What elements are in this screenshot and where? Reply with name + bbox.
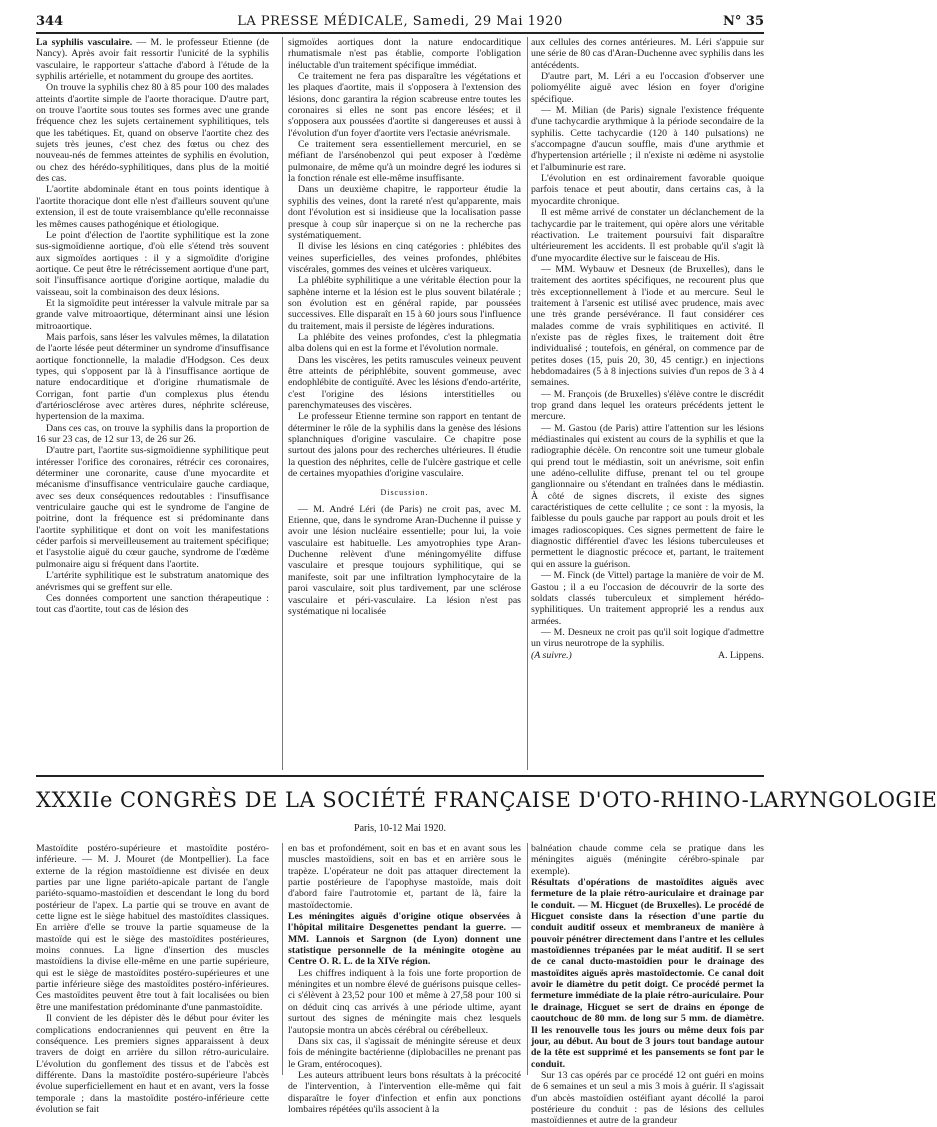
column-divider bbox=[527, 843, 528, 1075]
to-be-continued: (A suivre.) bbox=[531, 649, 572, 661]
paragraph: La syphilis vasculaire. — M. le professeur Etienne (de Nancy). Après avoir fait ressortir l'unicité de la syphilis vasculaire, le rapporteur s'attache d'abord à l'étude de la syphilis artérielle, et notamment du groupe des aortites. bbox=[36, 37, 269, 83]
paragraph: — M. François (de Bruxelles) s'élève contre le discrédit trop grand dans lequel les orateurs précédents jettent le mercure. bbox=[531, 388, 764, 423]
paragraph: — M. Desneux ne croit pas qu'il soit logique d'admettre un virus neurotrope de la syphilis. bbox=[531, 626, 764, 650]
column-divider bbox=[282, 37, 283, 770]
paragraph: Les auteurs attribuent leurs bons résultats à la précocité de l'intervention, à l'intervention elle-même qui fait disparaître le foyer d'infection et enfin aux ponctions lombaires répétées qu'ils associent à la bbox=[288, 1069, 521, 1115]
paragraph: On trouve la syphilis chez 80 à 85 pour 100 des malades atteints d'aortite simple de l'aorte thoracique. D'autre part, on trouve l'aortite sous toutes ses formes avec une grande fréquence chez les sujets certainement syphilitiques, tels que les tabétiques. Et, quand on observe l'aortite chez des sujets très jeunes, c'est chez des fœtus ou chez des nouveau-nés de femmes atteintes de syphilis en évolution, ou chez des hérédo-syphilitiques, dans plus de la moitié des cas. bbox=[36, 82, 269, 185]
top-columns bbox=[36, 37, 764, 770]
paragraph: Les méningites aiguës d'origine otique observées à l'hôpital militaire Desgenettes pendant la guerre. — MM. Lannois et Sargnon (de Lyon) donnent une statistique personnelle de la méningite otogène au Centre O. R. L. de la XIVe région. bbox=[288, 911, 521, 968]
bottom-columns bbox=[36, 843, 764, 1127]
paragraph: Dans les viscères, les petits ramuscules veineux peuvent être atteints de périphlébite, souvent gommeuse, avec endophlébite de contiguïté. Avec les lésions d'endo-artérite, c'est l'origine des lésions interstitielles ou parenchymateuses des viscères. bbox=[288, 354, 521, 411]
discussion-heading: Discussion. bbox=[380, 488, 429, 498]
paragraph: Il est même arrivé de constater un déclanchement de la tachycardie par le traitement, qui opère alors une véritable réactivation. Le traitement poursuivi fait disparaître ultérieurement les accidents. Il est probable qu'il s'agit là d'une myocardite élective sur le faisceau de His. bbox=[531, 207, 764, 264]
page-header bbox=[36, 10, 764, 32]
section-rule bbox=[36, 775, 764, 777]
issue-number: N° 35 bbox=[723, 14, 764, 29]
journal-title: LA PRESSE MÉDICALE, Samedi, 29 Mai 1920 bbox=[237, 14, 563, 29]
header-rule bbox=[36, 32, 764, 34]
paragraph: Ces données comportent une sanction thérapeutique : tout cas d'aortite, tout cas de lésion des bbox=[36, 592, 269, 616]
paragraph: balnéation chaude comme cela se pratique dans les méningites aiguës (méningite cérébro-spinale par exemple). bbox=[531, 843, 764, 877]
paragraph: Dans six cas, il s'agissait de méningite séreuse et deux fois de méningite bactérienne (diplobacilles ne prenant pas le Gram, entérocoques). bbox=[288, 1035, 521, 1070]
paragraph: L'évolution en est ordinairement favorable quoique parfois tenace et peut aboutir, dans certains cas, à la myocardite chronique. bbox=[531, 173, 764, 207]
article-heading: La syphilis vasculaire. bbox=[36, 37, 133, 48]
paragraph: Mastoïdite postéro-supérieure et mastoïdite postéro-inférieure. — M. J. Mouret (de Montpellier). La face externe de la région mastoïdienne est divisée en deux parties par une ligne pariéto-apicale partant de l'angle pariéto-squamo-mastoïdien et descendant le long du bord postérieur de l'apex. La partie qui se trouve en avant de cette ligne est le siège habituel des mastoïdites classiques. En arrière d'elle se trouve la partie squameuse de la mastoïde qui est le siège des mastoïdites postérieures, moins connues. La ligne d'insertion des muscles mastoïdiens la divise elle-même en une partie supérieure, qui est le siège de mastoïdites postéro-supérieures et une partie inférieure siège des mastoïdites postéro-inférieures. Ces mastoïdites peuvent être tout à fait localisées ou bien être une manifestation prédominante d'une panmastoïdite. bbox=[36, 843, 269, 1013]
column-divider bbox=[282, 843, 283, 1075]
bottom-column-3 bbox=[531, 843, 764, 1127]
paragraph: La phlébite syphilitique a une véritable élection pour la saphène interne et la lésion est le plus souvent bilatérale ; son évolution est en général rapide, par poussées successives. Elle disparaît en 15 à 60 jours sous l'influence du traitement, mais il persiste de légères indurations. bbox=[288, 275, 521, 332]
paragraph: Dans un deuxième chapitre, le rapporteur étudie la syphilis des veines, dont la rareté n'est qu'apparente, mais dont l'évolution est si insidieuse que la localisation passe presque à coup sûr inaperçue si on ne la recherche pas systématiquement. bbox=[288, 184, 521, 241]
top-column-3 bbox=[531, 37, 764, 661]
paragraph: — M. Finck (de Vittel) partage la manière de voir de M. Gastou ; il a eu l'occasion de découvrir de la sorte des soldats classés tuberculeux et simplement hérédo-syphilitiques. Un traitement approprié les a rendus aux armées. bbox=[531, 570, 764, 627]
paragraph: — M. Milian (de Paris) signale l'existence fréquente d'une tachycardie arythmique à la période secondaire de la syphilis. Cette tachycardie (120 à 140 pulsations) ne s'accompagne d'aucun souffle, mais d'une arythmie et d'hypertension artérielle ; il n'existe ni œdème ni asystolie et l'albuminurie est rare. bbox=[531, 105, 764, 173]
bottom-column-1 bbox=[36, 843, 269, 1115]
author-signature: A. Lippens. bbox=[718, 649, 764, 661]
paragraph: Les chiffres indiquent à la fois une forte proportion de méningites et un nombre élevé de guérisons puisque celles-ci s'élèvent à 23,52 pour 100 et même à 27,58 pour 100 si on déduit cinq cas arrivés à une période ultime, ayant surtout des signes de méningite mais chez lesquels l'autopsie montra un abcès cérébral ou cérébelleux. bbox=[288, 967, 521, 1036]
signature-line bbox=[531, 650, 764, 661]
paragraph-text: M. le professeur Etienne (de Nancy). Après avoir fait ressortir l'unicité de la syphilis vasculaire, le rapporteur s'attache d'abord à l'étude de la syphilis artérielle, et notamment du groupe des aortites. bbox=[36, 37, 269, 83]
paragraph: sigmoïdes aortiques dont la nature endocarditique rhumatismale n'est pas établie, comporte l'obligation inéluctable d'un traitement spécifique immédiat. bbox=[288, 37, 521, 71]
congress-place-date: Paris, 10-12 Mai 1920. bbox=[354, 823, 446, 834]
paragraph: D'autre part, l'aortite sus-sigmoïdienne syphilitique peut intéresser l'orifice des coronaires, rétrécir ces coronaires, déterminer une coronarite, cause d'une myocardite et mécanisme d'insuffisance ventriculaire gauche cardiaque, avec ses deux conséquences redoutables : l'insuffisance ventriculaire gauche qui est le syndrome de l'angine de poitrine, dont la fréquence est si prédominante dans l'aortite syphilitique et dont on voit les manifestations céder parfois si merveilleusement au traitement spécifique; et l'asystolie aiguë du cœur gauche, syndrome de l'œdème pulmonaire aigu si fréquent dans l'aortite. bbox=[36, 445, 269, 570]
paragraph: La phlébite des veines profondes, c'est la phlegmatia alba dolens qui en est la forme et l'évolution normale. bbox=[288, 331, 521, 355]
paragraph: Sur 13 cas opérés par ce procédé 12 ont guéri en moins de 6 semaines et un seul a mis 3 mois à guérir. Il s'agissait d'un abcès mastoïdien ostéifiant ayant décollé la paroi postérieure du conduit : pas de lésions des cellules mastoïdiennes et autre de la grandeur bbox=[531, 1069, 764, 1127]
paragraph: L'aortite abdominale étant en tous points identique à l'aortite thoracique dont elle n'est d'ailleurs souvent qu'une extension, il est de toute vraisemblance qu'elle reconnaisse les mêmes causes pathogénique et étiologique. bbox=[36, 184, 269, 230]
paragraph: Le professeur Etienne termine son rapport en tentant de déterminer le rôle de la syphilis dans la genèse des lésions splanchniques d'origine vasculaire. Ce chapitre pose surtout des jalons pour des recherches ultérieures. Il étudie la question des néphrites, celle de l'ulcère gastrique et celle de certaines myopathies d'origine vasculaire. bbox=[288, 411, 521, 480]
column-divider bbox=[527, 37, 528, 770]
paragraph: — M. Gastou (de Paris) attire l'attention sur les lésions médiastinales qui existent au cours de la syphilis et que la radiographie décèle. On rencontre soit une tumeur globale qui prend tout le médiastin, soit un anévrisme, soit enfin une adéno-cellulite diffuse, prenant tel ou tel groupe ganglionnaire ou s'étendant en traînées dans le médiastin. À côté de signes discrets, il existe des signes caractéristiques de cette cellulite ; ce sont : la myosis, la faiblesse du pouls gauche par rapport au pouls droit et les images radioscopiques. Ces signes permettent de faire le diagnostic différentiel d'avec les lésions tuberculeuses et permettent le diagnostic précoce et, partant, le traitement qui en assure la guérison. bbox=[531, 422, 764, 570]
congress-title: XXXIIe CONGRÈS DE LA SOCIÉTÉ FRANÇAISE D'OTO-RHINO-LARYNGOLOGIE bbox=[36, 788, 937, 812]
top-column-1 bbox=[36, 37, 269, 616]
paragraph: en bas et profondément, soit en bas et en avant sous les muscles mastoïdiens, soit en bas et en arrière sous le trapèze. L'opérateur ne doit pas attaquer directement la partie postérieure de l'apophyse mastoïde, mais doit d'abord faire l'autrotomie et, partant de là, faire la mastoïdectomie. bbox=[288, 843, 521, 911]
paragraph: Dans ces cas, on trouve la syphilis dans la proportion de 16 sur 23 cas, de 12 sur 13, de 26 sur 26. bbox=[36, 422, 269, 446]
paragraph: L'artérite syphilitique est le substratum anatomique des anévrismes qui se greffent sur elle. bbox=[36, 570, 269, 593]
paragraph: Le point d'élection de l'aortite syphilitique est la zone sus-sigmoïdienne aortique, d'où elle s'étend très souvent aux sigmoïdes aortiques : il y a sigmoïdite d'origine aortique. Ce peut être le rétrécissement aortique d'une part, soit l'insuffisance aortique d'origine aortique, maladie du vaisseau, soit la combinaison des deux lésions. bbox=[36, 229, 269, 298]
paragraph: Il divise les lésions en cinq catégories : phlébites des veines superficielles, des veines profondes, phlébites viscérales, gommes des veines et ulcères variqueux. bbox=[288, 241, 521, 275]
paragraph: Et la sigmoïdite peut intéresser la valvule mitrale par sa grande valve mitroaortique, déterminant ainsi une lésion mitroaortique. bbox=[36, 297, 269, 332]
paragraph: Mais parfois, sans léser les valvules mêmes, la dilatation de l'aorte lésée peut déterminer un syndrome d'insuffisance aortique fonctionnelle, la maladie d'Hodgson. Ces deux types, qui s'opposent par là à l'insuffisance aortique de nature endocarditique et d'origine rhumatismale de Corrigan, font partie d'un complexus plus étendu d'artériosclérose avec artères dures, néphrite scléreuse, hypertension de la maxima. bbox=[36, 331, 269, 423]
paragraph: Ce traitement sera essentiellement mercuriel, en se méfiant de l'arsénobenzol qui peut exposer à l'œdème pulmonaire, de même qu'à un moindre degré les iodures si la fonction rénale est elle-même insuffisante. bbox=[288, 139, 521, 185]
paragraph: — M. André Léri (de Paris) ne croit pas, avec M. Etienne, que, dans le syndrome Aran-Duchenne il puisse y avoir une lésion nucléaire essentielle; pour lui, la voie vasculaire est habituelle. Les amyotrophies type Aran-Duchenne relèvent d'une méningomyélite diffuse vasculaire et presque toujours syphilitique, qui se manifeste, soit par une infiltration lymphocytaire de la paroi vasculaire, soit plus tardivement, par une sclérose vasculaire et péri-vasculaire. La lésion n'est pas systématique ni localisée bbox=[288, 503, 521, 617]
paragraph: Il convient de les dépister dès le début pour éviter les complications endocraniennes qui peuvent en être la conséquence. Les premiers signes apparaissent à deux travers de doigt en arrière du sillon rétro-auriculaire. L'évolution du gonflement des tissus et de l'abcès est différente. Dans la mastoïdite postéro-supérieure l'abcès évolue superficiellement en haut et en avant, vers la fosse temporale ; dans la mastoïdite postéro-inférieure cette évolution se fait bbox=[36, 1013, 269, 1115]
paragraph: Ce traitement ne fera pas disparaître les végétations et les plaques d'aortite, mais il s'opposera à l'extension des lésions, donc garantira la région scabreuse entre toutes les coronaires si elles ne sont pas encore lésées; et il s'opposera aux poussées d'aortite si dangereuses et aussi à l'évolution d'un foyer d'aortite vers l'ectasie anévrismale. bbox=[288, 71, 521, 139]
paragraph: Résultats d'opérations de mastoïdites aiguës avec fermeture de la plaie rétro-auriculaire et drainage par le conduit. — M. Hicguet (de Bruxelles). Le procédé de Hicguet consiste dans la résection d'une partie du conduit auditif osseux et membraneux de manière à pouvoir pénétrer directement dans l'antre et les cellules mastoïdiennes trépanées par le méat auditif. Il se sert de ce canal ducto-mastoïdien pour le drainage des mastoïdites aiguës après mastoïdectomie. Ce canal doit avoir le diamètre du petit doigt. Ce procédé permet la fermeture immédiate de la plaie rétro-auriculaire. Pour le drainage, Hicguet se sert de drains en éponge de caoutchouc de 80 mm. de long sur 5 mm. de diamètre. Il les renouvelle tous les jours ou même deux fois par jour, au début. Au bout de 3 jours tout bandage autour de la tête est supprimé et les pansements se font par le conduit. bbox=[531, 877, 764, 1070]
paragraph: D'autre part, M. Léri a eu l'occasion d'observer une poliomyélite aiguë avec lésion en foyer d'origine spécifique. bbox=[531, 71, 764, 105]
page-number: 344 bbox=[36, 14, 64, 29]
bottom-column-2 bbox=[288, 843, 521, 1115]
paragraph: — MM. Wybauw et Desneux (de Bruxelles), dans le traitement des aortites spécifiques, ne recourent plus que très exceptionnellement à l'iode et au mercure. Seul le traitement à l'arsenic est utilisé avec prudence, mais avec une très grande persévérance. Il faut considérer ces malades comme de vrais syphilitiques en activité. Il n'existe pas de règles fixes, le traitement doit être individualisé ; toutefois, en général, on commence par de petites doses (15, puis 20, 30, 45 centigr.) en injections hebdomadaires (5 à 8 injections suivies d'un repos de 3 à 4 semaines. bbox=[531, 263, 764, 389]
top-column-2 bbox=[288, 37, 521, 617]
paragraph: aux cellules des cornes antérieures. M. Léri s'appuie sur une série de 80 cas d'Aran-Duchenne avec syphilis dans les antécédents. bbox=[531, 37, 764, 71]
